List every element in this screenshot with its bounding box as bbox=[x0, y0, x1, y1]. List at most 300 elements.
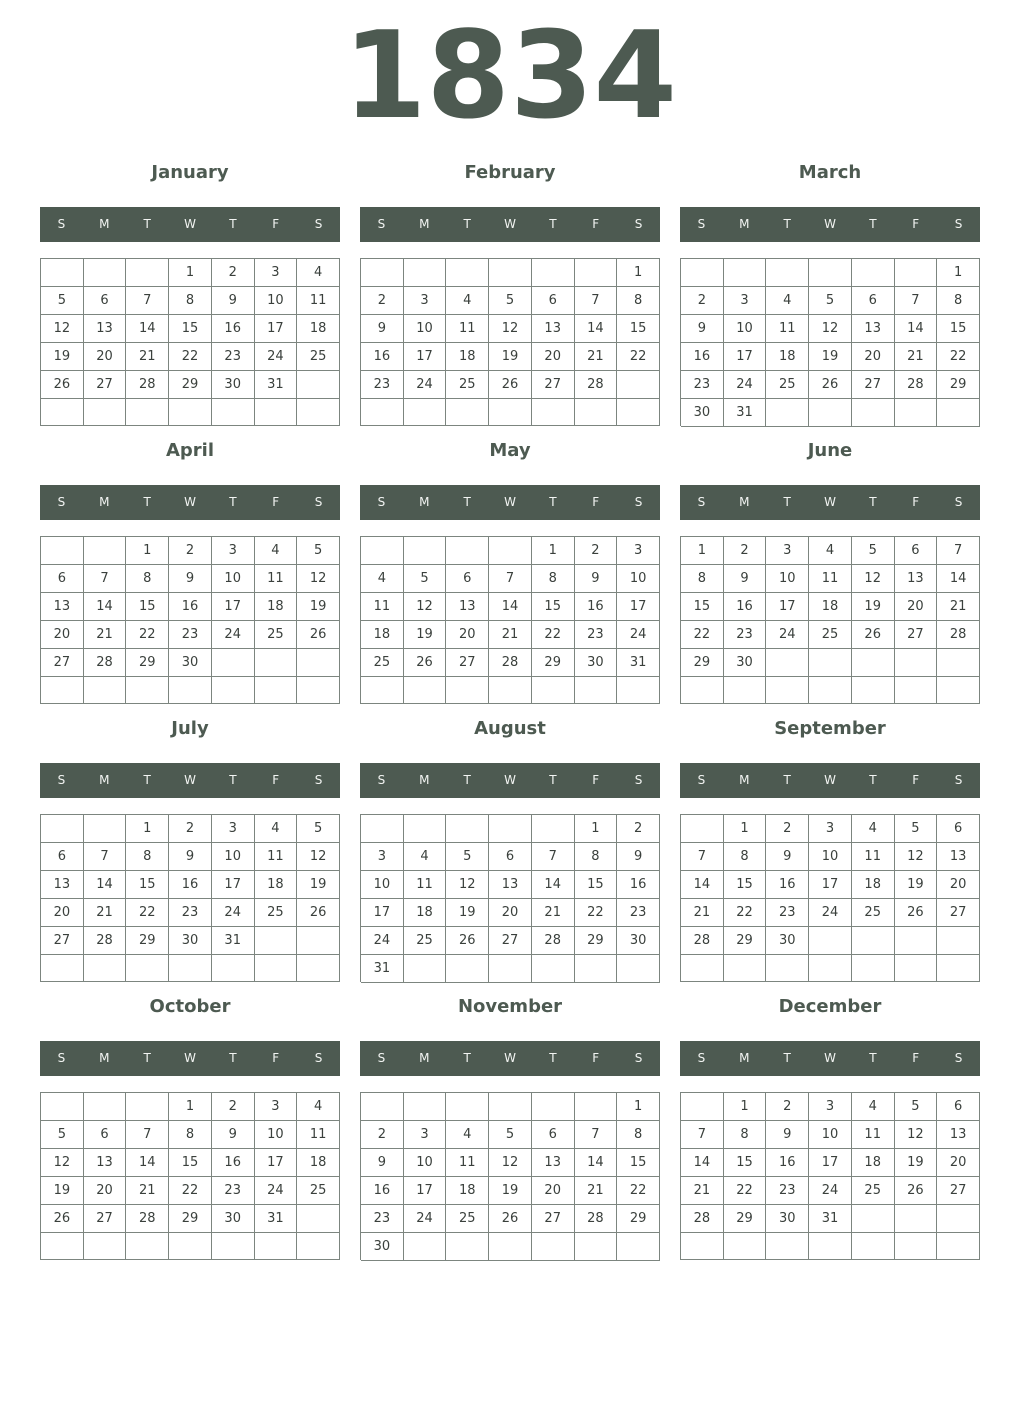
day-cell: 23 bbox=[724, 621, 767, 649]
empty-cell bbox=[809, 649, 852, 677]
weekday-header bbox=[680, 763, 980, 798]
day-cell: 24 bbox=[361, 927, 404, 955]
day-cell: 7 bbox=[575, 1121, 618, 1149]
day-cell: 6 bbox=[41, 565, 84, 593]
day-cell: 26 bbox=[489, 371, 532, 399]
day-cell: 25 bbox=[852, 1177, 895, 1205]
day-cell: 17 bbox=[617, 593, 660, 621]
day-cell: 3 bbox=[361, 843, 404, 871]
empty-cell bbox=[446, 955, 489, 983]
day-cell: 4 bbox=[255, 537, 298, 565]
day-cell: 25 bbox=[297, 343, 340, 371]
weekday-label: F bbox=[912, 495, 920, 509]
weekday-header bbox=[680, 207, 980, 242]
day-cell: 9 bbox=[361, 1149, 404, 1177]
year-title: 1834 bbox=[343, 7, 677, 146]
day-cell: 29 bbox=[169, 371, 212, 399]
weekday-label: S bbox=[57, 1051, 66, 1065]
day-cell: 15 bbox=[681, 593, 724, 621]
day-cell: 20 bbox=[84, 1177, 127, 1205]
empty-cell bbox=[724, 677, 767, 704]
weekday-label: M bbox=[99, 217, 110, 231]
empty-cell bbox=[681, 677, 724, 704]
weekday-label: W bbox=[504, 773, 516, 787]
weekday-label: F bbox=[592, 773, 600, 787]
day-cell: 6 bbox=[84, 287, 127, 315]
empty-cell bbox=[681, 1093, 724, 1121]
day-cell: 18 bbox=[404, 899, 447, 927]
empty-cell bbox=[766, 1233, 809, 1260]
weekday-label: S bbox=[634, 217, 643, 231]
empty-cell bbox=[937, 1233, 980, 1260]
day-cell: 2 bbox=[212, 259, 255, 287]
day-cell: 23 bbox=[361, 371, 404, 399]
day-cell: 26 bbox=[404, 649, 447, 677]
day-cell: 28 bbox=[681, 1205, 724, 1233]
day-cell: 3 bbox=[212, 815, 255, 843]
weekday-label: S bbox=[697, 217, 706, 231]
empty-cell bbox=[297, 371, 340, 399]
empty-cell bbox=[489, 259, 532, 287]
day-cell: 30 bbox=[169, 649, 212, 677]
day-cell: 18 bbox=[361, 621, 404, 649]
day-cell: 9 bbox=[361, 315, 404, 343]
day-cell: 30 bbox=[575, 649, 618, 677]
empty-cell bbox=[255, 927, 298, 955]
weekday-label: S bbox=[377, 773, 386, 787]
day-cell: 6 bbox=[532, 1121, 575, 1149]
empty-cell bbox=[212, 677, 255, 704]
day-cell: 16 bbox=[766, 1149, 809, 1177]
day-cell: 2 bbox=[169, 815, 212, 843]
weekday-label: F bbox=[912, 1051, 920, 1065]
weekday-header bbox=[40, 207, 340, 242]
day-cell: 23 bbox=[212, 343, 255, 371]
day-cell: 6 bbox=[41, 843, 84, 871]
empty-cell bbox=[446, 1093, 489, 1121]
day-cell: 14 bbox=[126, 315, 169, 343]
weekday-label: W bbox=[184, 773, 196, 787]
day-cell: 20 bbox=[446, 621, 489, 649]
weekday-label: T bbox=[229, 217, 237, 231]
day-cell: 13 bbox=[532, 1149, 575, 1177]
day-cell: 18 bbox=[766, 343, 809, 371]
day-cell: 23 bbox=[617, 899, 660, 927]
empty-cell bbox=[41, 677, 84, 704]
day-cell: 21 bbox=[489, 621, 532, 649]
day-cell: 7 bbox=[681, 1121, 724, 1149]
empty-cell bbox=[169, 955, 212, 982]
day-cell: 2 bbox=[766, 815, 809, 843]
day-cell: 27 bbox=[852, 371, 895, 399]
day-grid bbox=[360, 536, 660, 704]
day-cell: 18 bbox=[255, 593, 298, 621]
day-cell: 27 bbox=[532, 1205, 575, 1233]
day-cell: 6 bbox=[532, 287, 575, 315]
empty-cell bbox=[489, 955, 532, 983]
day-cell: 24 bbox=[724, 371, 767, 399]
day-cell: 23 bbox=[169, 899, 212, 927]
day-cell: 13 bbox=[84, 1149, 127, 1177]
day-cell: 28 bbox=[575, 371, 618, 399]
day-cell: 25 bbox=[255, 621, 298, 649]
empty-cell bbox=[681, 1233, 724, 1260]
empty-cell bbox=[575, 399, 618, 426]
day-cell: 11 bbox=[361, 593, 404, 621]
weekday-header bbox=[680, 485, 980, 520]
day-cell: 28 bbox=[575, 1205, 618, 1233]
weekday-label: S bbox=[634, 773, 643, 787]
day-cell: 9 bbox=[766, 1121, 809, 1149]
empty-cell bbox=[489, 815, 532, 843]
empty-cell bbox=[852, 259, 895, 287]
weekday-label: W bbox=[824, 1051, 836, 1065]
day-cell: 25 bbox=[766, 371, 809, 399]
empty-cell bbox=[489, 399, 532, 426]
day-cell: 26 bbox=[895, 1177, 938, 1205]
day-cell: 7 bbox=[489, 565, 532, 593]
empty-cell bbox=[809, 677, 852, 704]
day-cell: 29 bbox=[532, 649, 575, 677]
day-cell: 15 bbox=[617, 1149, 660, 1177]
day-cell: 10 bbox=[809, 1121, 852, 1149]
day-cell: 10 bbox=[255, 1121, 298, 1149]
empty-cell bbox=[126, 259, 169, 287]
day-cell: 1 bbox=[617, 259, 660, 287]
day-cell: 16 bbox=[212, 1149, 255, 1177]
empty-cell bbox=[532, 1233, 575, 1261]
day-grid bbox=[680, 814, 980, 982]
month-name: May bbox=[489, 440, 531, 461]
day-cell: 1 bbox=[126, 537, 169, 565]
day-cell: 16 bbox=[169, 593, 212, 621]
day-cell: 11 bbox=[297, 1121, 340, 1149]
weekday-label: M bbox=[739, 773, 750, 787]
day-cell: 31 bbox=[617, 649, 660, 677]
day-cell: 17 bbox=[255, 1149, 298, 1177]
day-cell: 27 bbox=[84, 1205, 127, 1233]
empty-cell bbox=[489, 677, 532, 704]
day-cell: 31 bbox=[809, 1205, 852, 1233]
empty-cell bbox=[895, 677, 938, 704]
day-cell: 15 bbox=[617, 315, 660, 343]
day-cell: 3 bbox=[255, 1093, 298, 1121]
weekday-label: W bbox=[504, 217, 516, 231]
weekday-label: T bbox=[463, 495, 471, 509]
empty-cell bbox=[575, 677, 618, 704]
day-cell: 19 bbox=[41, 343, 84, 371]
month-name: April bbox=[165, 440, 215, 461]
weekday-label: M bbox=[739, 1051, 750, 1065]
weekday-label: T bbox=[143, 773, 151, 787]
empty-cell bbox=[852, 955, 895, 982]
day-cell: 24 bbox=[212, 899, 255, 927]
day-cell: 7 bbox=[84, 565, 127, 593]
empty-cell bbox=[361, 1093, 404, 1121]
day-cell: 15 bbox=[532, 593, 575, 621]
day-cell: 27 bbox=[895, 621, 938, 649]
day-cell: 29 bbox=[126, 927, 169, 955]
month-name: March bbox=[798, 162, 862, 183]
weekday-label: T bbox=[143, 217, 151, 231]
day-cell: 30 bbox=[361, 1233, 404, 1261]
day-cell: 30 bbox=[212, 1205, 255, 1233]
weekday-label: W bbox=[504, 1051, 516, 1065]
day-cell: 14 bbox=[937, 565, 980, 593]
weekday-label: W bbox=[184, 217, 196, 231]
day-cell: 4 bbox=[361, 565, 404, 593]
weekday-label: T bbox=[463, 217, 471, 231]
month-name: August bbox=[474, 718, 546, 739]
empty-cell bbox=[446, 1233, 489, 1261]
day-cell: 24 bbox=[255, 343, 298, 371]
weekday-label: T bbox=[143, 1051, 151, 1065]
weekday-label: F bbox=[592, 495, 600, 509]
day-cell: 11 bbox=[446, 315, 489, 343]
day-cell: 25 bbox=[809, 621, 852, 649]
empty-cell bbox=[212, 1233, 255, 1260]
day-cell: 31 bbox=[255, 371, 298, 399]
empty-cell bbox=[532, 259, 575, 287]
weekday-label: M bbox=[419, 495, 430, 509]
day-cell: 22 bbox=[126, 621, 169, 649]
day-cell: 22 bbox=[532, 621, 575, 649]
day-cell: 18 bbox=[297, 1149, 340, 1177]
day-cell: 14 bbox=[575, 315, 618, 343]
weekday-label: M bbox=[419, 773, 430, 787]
empty-cell bbox=[255, 649, 298, 677]
day-cell: 12 bbox=[489, 1149, 532, 1177]
day-grid bbox=[680, 1092, 980, 1260]
day-cell: 25 bbox=[446, 371, 489, 399]
day-cell: 23 bbox=[575, 621, 618, 649]
day-cell: 29 bbox=[617, 1205, 660, 1233]
empty-cell bbox=[446, 537, 489, 565]
day-cell: 25 bbox=[255, 899, 298, 927]
weekday-label: W bbox=[824, 773, 836, 787]
day-cell: 19 bbox=[297, 871, 340, 899]
day-cell: 15 bbox=[126, 593, 169, 621]
weekday-header bbox=[40, 485, 340, 520]
day-cell: 20 bbox=[84, 343, 127, 371]
day-cell: 17 bbox=[724, 343, 767, 371]
day-cell: 23 bbox=[361, 1205, 404, 1233]
day-cell: 5 bbox=[297, 537, 340, 565]
day-grid bbox=[40, 814, 340, 982]
day-cell: 14 bbox=[126, 1149, 169, 1177]
weekday-label: T bbox=[869, 217, 877, 231]
day-cell: 1 bbox=[937, 259, 980, 287]
day-cell: 21 bbox=[84, 621, 127, 649]
empty-cell bbox=[446, 677, 489, 704]
day-cell: 28 bbox=[84, 927, 127, 955]
empty-cell bbox=[84, 399, 127, 426]
weekday-header bbox=[360, 1041, 660, 1076]
empty-cell bbox=[404, 537, 447, 565]
day-cell: 29 bbox=[937, 371, 980, 399]
day-cell: 10 bbox=[766, 565, 809, 593]
day-cell: 10 bbox=[404, 315, 447, 343]
day-cell: 13 bbox=[84, 315, 127, 343]
day-cell: 6 bbox=[489, 843, 532, 871]
day-cell: 30 bbox=[766, 1205, 809, 1233]
day-cell: 2 bbox=[212, 1093, 255, 1121]
day-cell: 7 bbox=[895, 287, 938, 315]
day-cell: 21 bbox=[532, 899, 575, 927]
day-cell: 9 bbox=[169, 565, 212, 593]
month-name: October bbox=[149, 996, 231, 1017]
weekday-label: M bbox=[739, 217, 750, 231]
day-cell: 22 bbox=[169, 1177, 212, 1205]
day-cell: 26 bbox=[895, 899, 938, 927]
empty-cell bbox=[404, 399, 447, 426]
day-cell: 7 bbox=[126, 287, 169, 315]
weekday-label: T bbox=[549, 217, 557, 231]
weekday-label: T bbox=[783, 495, 791, 509]
day-cell: 28 bbox=[489, 649, 532, 677]
day-cell: 1 bbox=[575, 815, 618, 843]
weekday-label: S bbox=[954, 495, 963, 509]
day-cell: 21 bbox=[575, 343, 618, 371]
empty-cell bbox=[41, 1233, 84, 1260]
empty-cell bbox=[446, 259, 489, 287]
weekday-header bbox=[680, 1041, 980, 1076]
day-cell: 27 bbox=[532, 371, 575, 399]
day-cell: 16 bbox=[617, 871, 660, 899]
day-cell: 17 bbox=[404, 343, 447, 371]
day-cell: 5 bbox=[809, 287, 852, 315]
day-cell: 2 bbox=[766, 1093, 809, 1121]
day-cell: 10 bbox=[404, 1149, 447, 1177]
day-cell: 8 bbox=[126, 843, 169, 871]
empty-cell bbox=[617, 399, 660, 426]
day-cell: 11 bbox=[852, 1121, 895, 1149]
day-cell: 25 bbox=[446, 1205, 489, 1233]
day-cell: 24 bbox=[404, 1205, 447, 1233]
weekday-label: T bbox=[549, 495, 557, 509]
day-cell: 3 bbox=[724, 287, 767, 315]
day-cell: 20 bbox=[41, 621, 84, 649]
empty-cell bbox=[809, 1233, 852, 1260]
day-cell: 23 bbox=[766, 899, 809, 927]
day-cell: 3 bbox=[766, 537, 809, 565]
day-cell: 30 bbox=[724, 649, 767, 677]
empty-cell bbox=[297, 955, 340, 982]
day-cell: 30 bbox=[766, 927, 809, 955]
weekday-label: T bbox=[869, 1051, 877, 1065]
weekday-label: T bbox=[783, 217, 791, 231]
day-cell: 5 bbox=[895, 1093, 938, 1121]
empty-cell bbox=[404, 815, 447, 843]
day-cell: 4 bbox=[852, 1093, 895, 1121]
day-cell: 17 bbox=[809, 871, 852, 899]
empty-cell bbox=[404, 677, 447, 704]
day-cell: 20 bbox=[937, 871, 980, 899]
empty-cell bbox=[724, 259, 767, 287]
day-cell: 27 bbox=[446, 649, 489, 677]
day-cell: 13 bbox=[41, 871, 84, 899]
day-cell: 20 bbox=[489, 899, 532, 927]
day-cell: 13 bbox=[895, 565, 938, 593]
day-cell: 28 bbox=[681, 927, 724, 955]
empty-cell bbox=[575, 1093, 618, 1121]
day-cell: 18 bbox=[446, 1177, 489, 1205]
day-grid bbox=[40, 1092, 340, 1260]
day-cell: 21 bbox=[126, 1177, 169, 1205]
empty-cell bbox=[361, 815, 404, 843]
empty-cell bbox=[361, 259, 404, 287]
day-cell: 5 bbox=[852, 537, 895, 565]
weekday-label: W bbox=[824, 495, 836, 509]
day-cell: 12 bbox=[404, 593, 447, 621]
day-cell: 8 bbox=[681, 565, 724, 593]
empty-cell bbox=[84, 537, 127, 565]
empty-cell bbox=[895, 259, 938, 287]
day-cell: 29 bbox=[126, 649, 169, 677]
weekday-label: S bbox=[57, 495, 66, 509]
empty-cell bbox=[895, 399, 938, 427]
empty-cell bbox=[84, 677, 127, 704]
empty-cell bbox=[446, 815, 489, 843]
day-cell: 4 bbox=[766, 287, 809, 315]
day-cell: 1 bbox=[724, 815, 767, 843]
weekday-label: T bbox=[869, 773, 877, 787]
empty-cell bbox=[852, 649, 895, 677]
empty-cell bbox=[766, 955, 809, 982]
day-cell: 27 bbox=[937, 1177, 980, 1205]
day-cell: 18 bbox=[852, 871, 895, 899]
day-grid bbox=[40, 536, 340, 704]
day-cell: 5 bbox=[489, 1121, 532, 1149]
day-cell: 4 bbox=[809, 537, 852, 565]
day-cell: 14 bbox=[681, 1149, 724, 1177]
weekday-label: T bbox=[143, 495, 151, 509]
day-cell: 2 bbox=[681, 287, 724, 315]
empty-cell bbox=[84, 955, 127, 982]
day-cell: 1 bbox=[169, 259, 212, 287]
empty-cell bbox=[937, 399, 980, 427]
day-cell: 16 bbox=[766, 871, 809, 899]
day-cell: 19 bbox=[404, 621, 447, 649]
empty-cell bbox=[41, 955, 84, 982]
day-cell: 8 bbox=[169, 1121, 212, 1149]
empty-cell bbox=[255, 1233, 298, 1260]
empty-cell bbox=[404, 955, 447, 983]
weekday-label: M bbox=[419, 1051, 430, 1065]
day-cell: 25 bbox=[852, 899, 895, 927]
empty-cell bbox=[617, 955, 660, 983]
day-cell: 28 bbox=[895, 371, 938, 399]
month-name: February bbox=[464, 162, 556, 183]
day-cell: 16 bbox=[575, 593, 618, 621]
day-cell: 9 bbox=[575, 565, 618, 593]
empty-cell bbox=[297, 649, 340, 677]
day-cell: 30 bbox=[681, 399, 724, 427]
empty-cell bbox=[489, 537, 532, 565]
day-cell: 4 bbox=[255, 815, 298, 843]
weekday-label: F bbox=[912, 217, 920, 231]
day-cell: 5 bbox=[41, 1121, 84, 1149]
day-cell: 5 bbox=[895, 815, 938, 843]
day-cell: 6 bbox=[937, 1093, 980, 1121]
empty-cell bbox=[84, 815, 127, 843]
empty-cell bbox=[809, 955, 852, 982]
day-cell: 17 bbox=[809, 1149, 852, 1177]
day-cell: 2 bbox=[361, 287, 404, 315]
day-cell: 12 bbox=[446, 871, 489, 899]
day-cell: 12 bbox=[489, 315, 532, 343]
day-cell: 17 bbox=[212, 593, 255, 621]
